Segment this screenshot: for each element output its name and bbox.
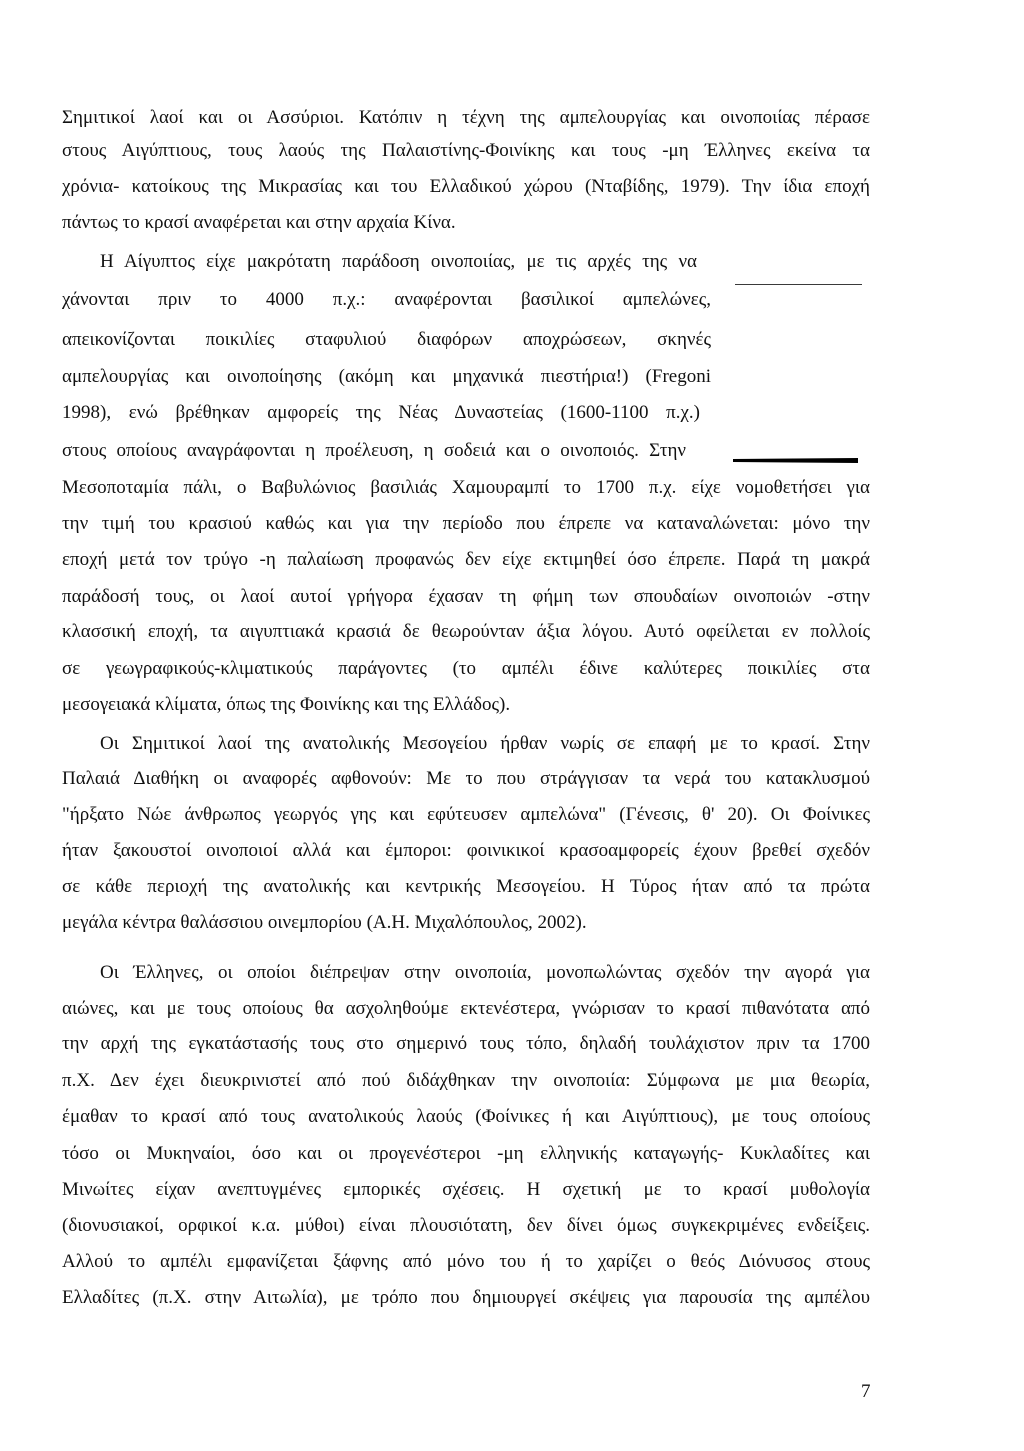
text-line: ήταν ξακουστοί οινοποιοί αλλά και έμποροι: φοινικικοί κρασοαμφορείς έχουν βρεθεί σχεδόν xyxy=(62,840,870,861)
text-line: στους οποίους αναγράφονται η προέλευση, η σοδειά και ο οινοποιός. Στην xyxy=(62,440,686,461)
text-line: έμαθαν το κρασί από τους ανατολικούς λαούς (Φοίνικες ή και Αιγύπτιους), με τους οποίους xyxy=(62,1106,870,1127)
text-line: π.Χ. Δεν έχει διευκρινιστεί από πού διδάχθηκαν την οινοποιία: Σύμφωνα με μια θεωρία, xyxy=(62,1070,870,1091)
text-line: Ελλαδίτες (π.Χ. στην Αιτωλία), με τρόπο που δημιουργεί σκέψεις για παρουσία της αμπέλου xyxy=(62,1287,870,1308)
text-line: χάνονται πριν το 4000 π.χ.: αναφέρονται βασιλικοί αμπελώνες, xyxy=(62,289,711,310)
text-line: την τιμή του κρασιού καθώς και για την περίοδο που έπρεπε να καταναλώνεται: μόνο την xyxy=(62,513,870,534)
text-line: αιώνες, και με τους οποίους θα ασχοληθούμε εκτενέστερα, γνώρισαν το κρασί πιθανότατα από xyxy=(62,998,870,1019)
text-line: μεγάλα κέντρα θαλάσσιου οινεμπορίου (Α.Η. Μιχαλόπουλος, 2002). xyxy=(62,912,587,933)
scan-mark-line xyxy=(735,284,862,285)
page-number: 7 xyxy=(861,1381,871,1402)
text-line: στους Αιγύπτιους, τους λαούς της Παλαιστίνης-Φοινίκης και τους -μη Έλληνες εκείνα τα xyxy=(62,140,870,161)
text-line: Σημιτικοί λαοί και οι Ασσύριοι. Κατόπιν η τέχνη της αμπελουργίας και οινοποιίας πέρασε xyxy=(62,107,870,128)
text-line: "ήρξατο Νώε άνθρωπος γεωργός γης και εφύτευσεν αμπελώνα" (Γένεσις, θ' 20). Οι Φοίνικες xyxy=(62,804,870,825)
text-line: Οι Έλληνες, οι οποίοι διέπρεψαν στην οινοποιία, μονοπωλώντας σχεδόν την αγορά για xyxy=(100,962,870,983)
text-line: 1998), ενώ βρέθηκαν αμφορείς της Νέας Δυναστείας (1600-1100 π.χ.) xyxy=(62,402,700,423)
text-line: Μεσοποταμία πάλι, ο Βαβυλώνιος βασιλιάς Χαμουραμπί το 1700 π.χ. είχε νομοθετήσει για xyxy=(62,477,870,498)
text-line: χρόνια- κατοίκους της Μικρασίας και του Ελλαδικού χώρου (Νταβίδης, 1979). Την ίδια εποχή xyxy=(62,176,870,197)
text-line: μεσογειακά κλίματα, όπως της Φοινίκης και της Ελλάδος). xyxy=(62,694,511,715)
text-line: Η Αίγυπτος είχε μακρότατη παράδοση οινοποιίας, με τις αρχές της να xyxy=(100,251,697,272)
text-line: κλασσική εποχή, τα αιγυπτιακά κρασιά δε θεωρούνταν άξια λόγου. Αυτό οφείλεται εν πολλοίς xyxy=(62,621,870,642)
text-line: τόσο οι Μυκηναίοι, όσο και οι προγενέστεροι -μη ελληνικής καταγωγής- Κυκλαδίτες και xyxy=(62,1143,870,1164)
text-line: αμπελουργίας και οινοποίησης (ακόμη και μηχανικά πιεστήρια!) (Fregoni xyxy=(62,366,711,387)
text-line: σε γεωγραφικούς-κλιματικούς παράγοντες (το αμπέλι έδινε καλύτερες ποικιλίες στα xyxy=(62,658,870,679)
text-line: Μινωίτες είχαν ανεπτυγμένες εμπορικές σχέσεις. Η σχετική με το κρασί μυθολογία xyxy=(62,1179,870,1200)
text-line: Παλαιά Διαθήκη οι αναφορές αφθονούν: Με το που στράγγισαν τα νερά του κατακλυσμού xyxy=(62,768,870,789)
text-line: πάντως το κρασί αναφέρεται και στην αρχαία Κίνα. xyxy=(62,212,456,233)
text-line: Οι Σημιτικοί λαοί της ανατολικής Μεσογείου ήρθαν νωρίς σε επαφή με το κρασί. Στην xyxy=(100,733,870,754)
text-line: εποχή μετά τον τρύγο -η παλαίωση προφανώς δεν είχε εκτιμηθεί όσο έπρεπε. Παρά τη μακρά xyxy=(62,549,870,570)
text-line: Αλλού το αμπέλι εμφανίζεται ξάφνης από μόνο του ή το χαρίζει ο θεός Διόνυσος στους xyxy=(62,1251,870,1272)
text-line: παράδοσή τους, οι λαοί αυτοί γρήγορα έχασαν τη φήμη των σπουδαίων οινοποιών -στην xyxy=(62,586,870,607)
scan-mark-bar xyxy=(733,458,858,463)
text-line: σε κάθε περιοχή της ανατολικής και κεντρικής Μεσογείου. Η Τύρος ήταν από τα πρώτα xyxy=(62,876,870,897)
text-line: απεικονίζονται ποικιλίες σταφυλιού διαφόρων αποχρώσεων, σκηνές xyxy=(62,329,711,350)
text-line: την αρχή της εγκατάστασής τους στο σημερινό τους τόπο, δηλαδή τουλάχιστον πριν τα 1700 xyxy=(62,1033,870,1054)
text-line: (διονυσιακοί, ορφικοί κ.α. μύθοι) είναι πλουσιότατη, δεν δίνει όμως συγκεκριμένες ενδείξεις. xyxy=(62,1215,870,1236)
